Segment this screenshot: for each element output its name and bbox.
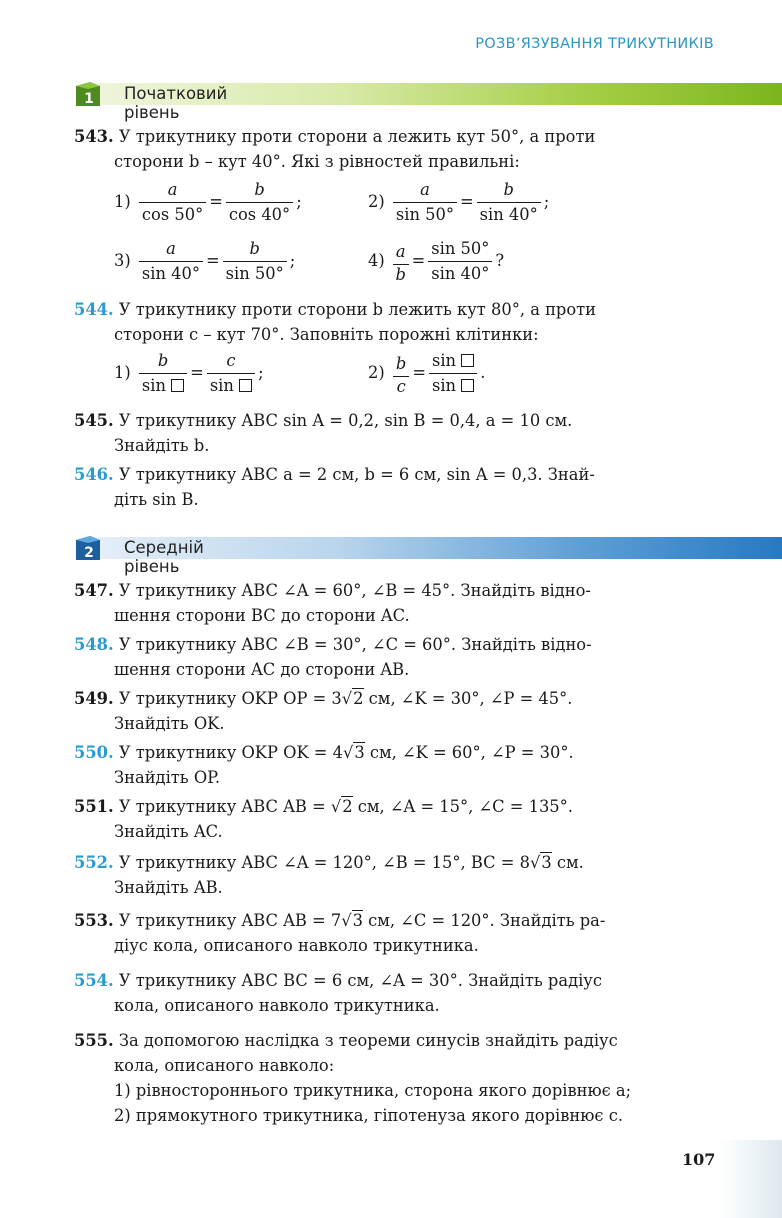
problem-number: 551. <box>74 797 114 816</box>
sqrt-radicand: 3 <box>541 853 552 872</box>
formula-543-4: 4) $\frac{a}{b}$ = $\frac{\sin 50^\circ}{\sin 40^\circ}$ ? <box>368 239 505 284</box>
problem-number: 548. <box>74 635 114 654</box>
problem-text: Знайдіть b. <box>114 436 210 455</box>
problem-text: шення сторони BC до сторони AC. <box>114 606 410 625</box>
problem-text: Знайдіть AC. <box>114 822 223 841</box>
empty-cell-box <box>171 379 184 392</box>
formula-543-1: 1) $\frac{a}{\cos 50^\circ}$ = $\frac{b}{\cos 40^\circ}$ ; <box>114 180 302 224</box>
problem-text: У трикутнику ABC a = 2 см, b = 6 см, sin A = 0,3. Знай- <box>118 465 595 484</box>
problem-text: У трикутнику ABC sin A = 0,2, sin B = 0,4, a = 10 см. <box>118 411 573 430</box>
problem-text: Знайдіть AB. <box>114 878 223 897</box>
problem-number: 547. <box>74 581 114 600</box>
problem-text: У трикутнику ABC BC = 6 см, ∠A = 30°. Знайдіть радіус <box>118 971 602 990</box>
problem-number: 553. <box>74 911 114 930</box>
problem-text: У трикутнику проти сторони a лежить кут 50°, а проти <box>118 127 596 146</box>
problem-number: 545. <box>74 411 114 430</box>
problem-number: 549. <box>74 689 114 708</box>
problem-number: 546. <box>74 465 114 484</box>
problem-number: 543. <box>74 127 114 146</box>
problem-text: Знайдіть OP. <box>114 768 221 787</box>
page-corner-decoration <box>720 1140 782 1218</box>
sqrt-radicand: 2 <box>342 797 353 816</box>
empty-cell-box <box>461 354 474 367</box>
formula-543-3: 3) $\frac{a}{\sin 40^\circ}$ = $\frac{b}{\sin 50^\circ}$ ; <box>114 239 296 283</box>
problem-text: кола, описаного навколо: <box>114 1056 335 1075</box>
level-1-icon <box>74 80 102 108</box>
problem-text: сторони c – кут 70°. Заповніть порожні клітинки: <box>114 325 539 344</box>
sqrt-radicand: 2 <box>353 689 364 708</box>
problem-553: 553. У трикутнику ABC AB = 7√3 см, ∠C = 120°. Знайдіть ра- діус кола, описаного навколо трикутника. <box>74 908 716 958</box>
empty-cell-box <box>239 379 252 392</box>
svg-text:1: 1 <box>84 91 94 107</box>
formula-543-2: 2) $\frac{a}{\sin 50^\circ}$ = $\frac{b}{\sin 40^\circ}$ ; <box>368 180 550 224</box>
problem-552: 552. У трикутнику ABC ∠A = 120°, ∠B = 15°, BC = 8√3 см. Знайдіть AB. <box>74 850 716 900</box>
problem-text: шення сторони AC до сторони AB. <box>114 660 410 679</box>
problem-text: У трикутнику ABC ∠B = 30°, ∠C = 60°. Знайдіть відно- <box>118 635 592 654</box>
problem-number: 544. <box>74 300 114 319</box>
problem-544 <box>74 297 716 347</box>
problem-text: сторони b – кут 40°. Які з рівностей правильні: <box>114 152 520 171</box>
problem-546 <box>74 462 716 512</box>
problem-number: 550. <box>74 743 114 762</box>
problem-547 <box>74 578 716 628</box>
problem-number: 555. <box>74 1031 114 1050</box>
problem-548 <box>74 632 716 682</box>
problem-text: кола, описаного навколо трикутника. <box>114 996 440 1015</box>
problem-550: 550. У трикутнику OKP OK = 4√3 см, ∠K = 60°, ∠P = 30°. Знайдіть OP. <box>74 740 716 790</box>
formula-544-1: 1) $\frac{b}{\sin}$ = $\frac{c}{\sin}$ ; <box>114 351 264 395</box>
problem-number: 554. <box>74 971 114 990</box>
level-2-icon <box>74 534 102 562</box>
problem-555 <box>74 1028 716 1128</box>
problem-text: У трикутнику проти сторони b лежить кут 80°, а проти <box>118 300 597 319</box>
problem-text: За допомогою наслідка з теореми синусів знайдіть радіус <box>118 1031 618 1050</box>
svg-text:2: 2 <box>84 545 94 561</box>
level-title: Початковий рівень <box>124 84 228 122</box>
running-head: РОЗВ’ЯЗУВАННЯ ТРИКУТНИКІВ <box>475 36 714 52</box>
problem-543 <box>74 124 716 174</box>
problem-subitem: 2) прямокутного трикутника, гіпотенуза якого дорівнює c. <box>114 1106 624 1125</box>
problem-545 <box>74 408 716 458</box>
problem-subitem: 1) рівностороннього трикутника, сторона якого дорівнює a; <box>114 1081 632 1100</box>
problem-text: діть sin B. <box>114 490 199 509</box>
sqrt-radicand: 3 <box>354 743 365 762</box>
problem-number: 552. <box>74 853 114 872</box>
sqrt-radicand: 3 <box>352 911 363 930</box>
problem-text: У трикутнику ABC ∠A = 60°, ∠B = 45°. Знайдіть відно- <box>118 581 591 600</box>
problem-549: 549. У трикутнику OKP OP = 3√2 см, ∠K = 30°, ∠P = 45°. Знайдіть OK. <box>74 686 716 736</box>
page-number: 107 <box>682 1150 716 1169</box>
problem-text: діус кола, описаного навколо трикутника. <box>114 936 479 955</box>
formula-544-2: 2) $\frac{b}{c}$ = $\frac{\sin}{\sin}$ . <box>368 351 486 396</box>
problem-551: 551. У трикутнику ABC AB = √2 см, ∠A = 15°, ∠C = 135°. Знайдіть AC. <box>74 794 716 844</box>
empty-cell-box <box>461 379 474 392</box>
level-title: Середній рівень <box>124 538 204 576</box>
problem-text: Знайдіть OK. <box>114 714 225 733</box>
problem-554 <box>74 968 716 1018</box>
